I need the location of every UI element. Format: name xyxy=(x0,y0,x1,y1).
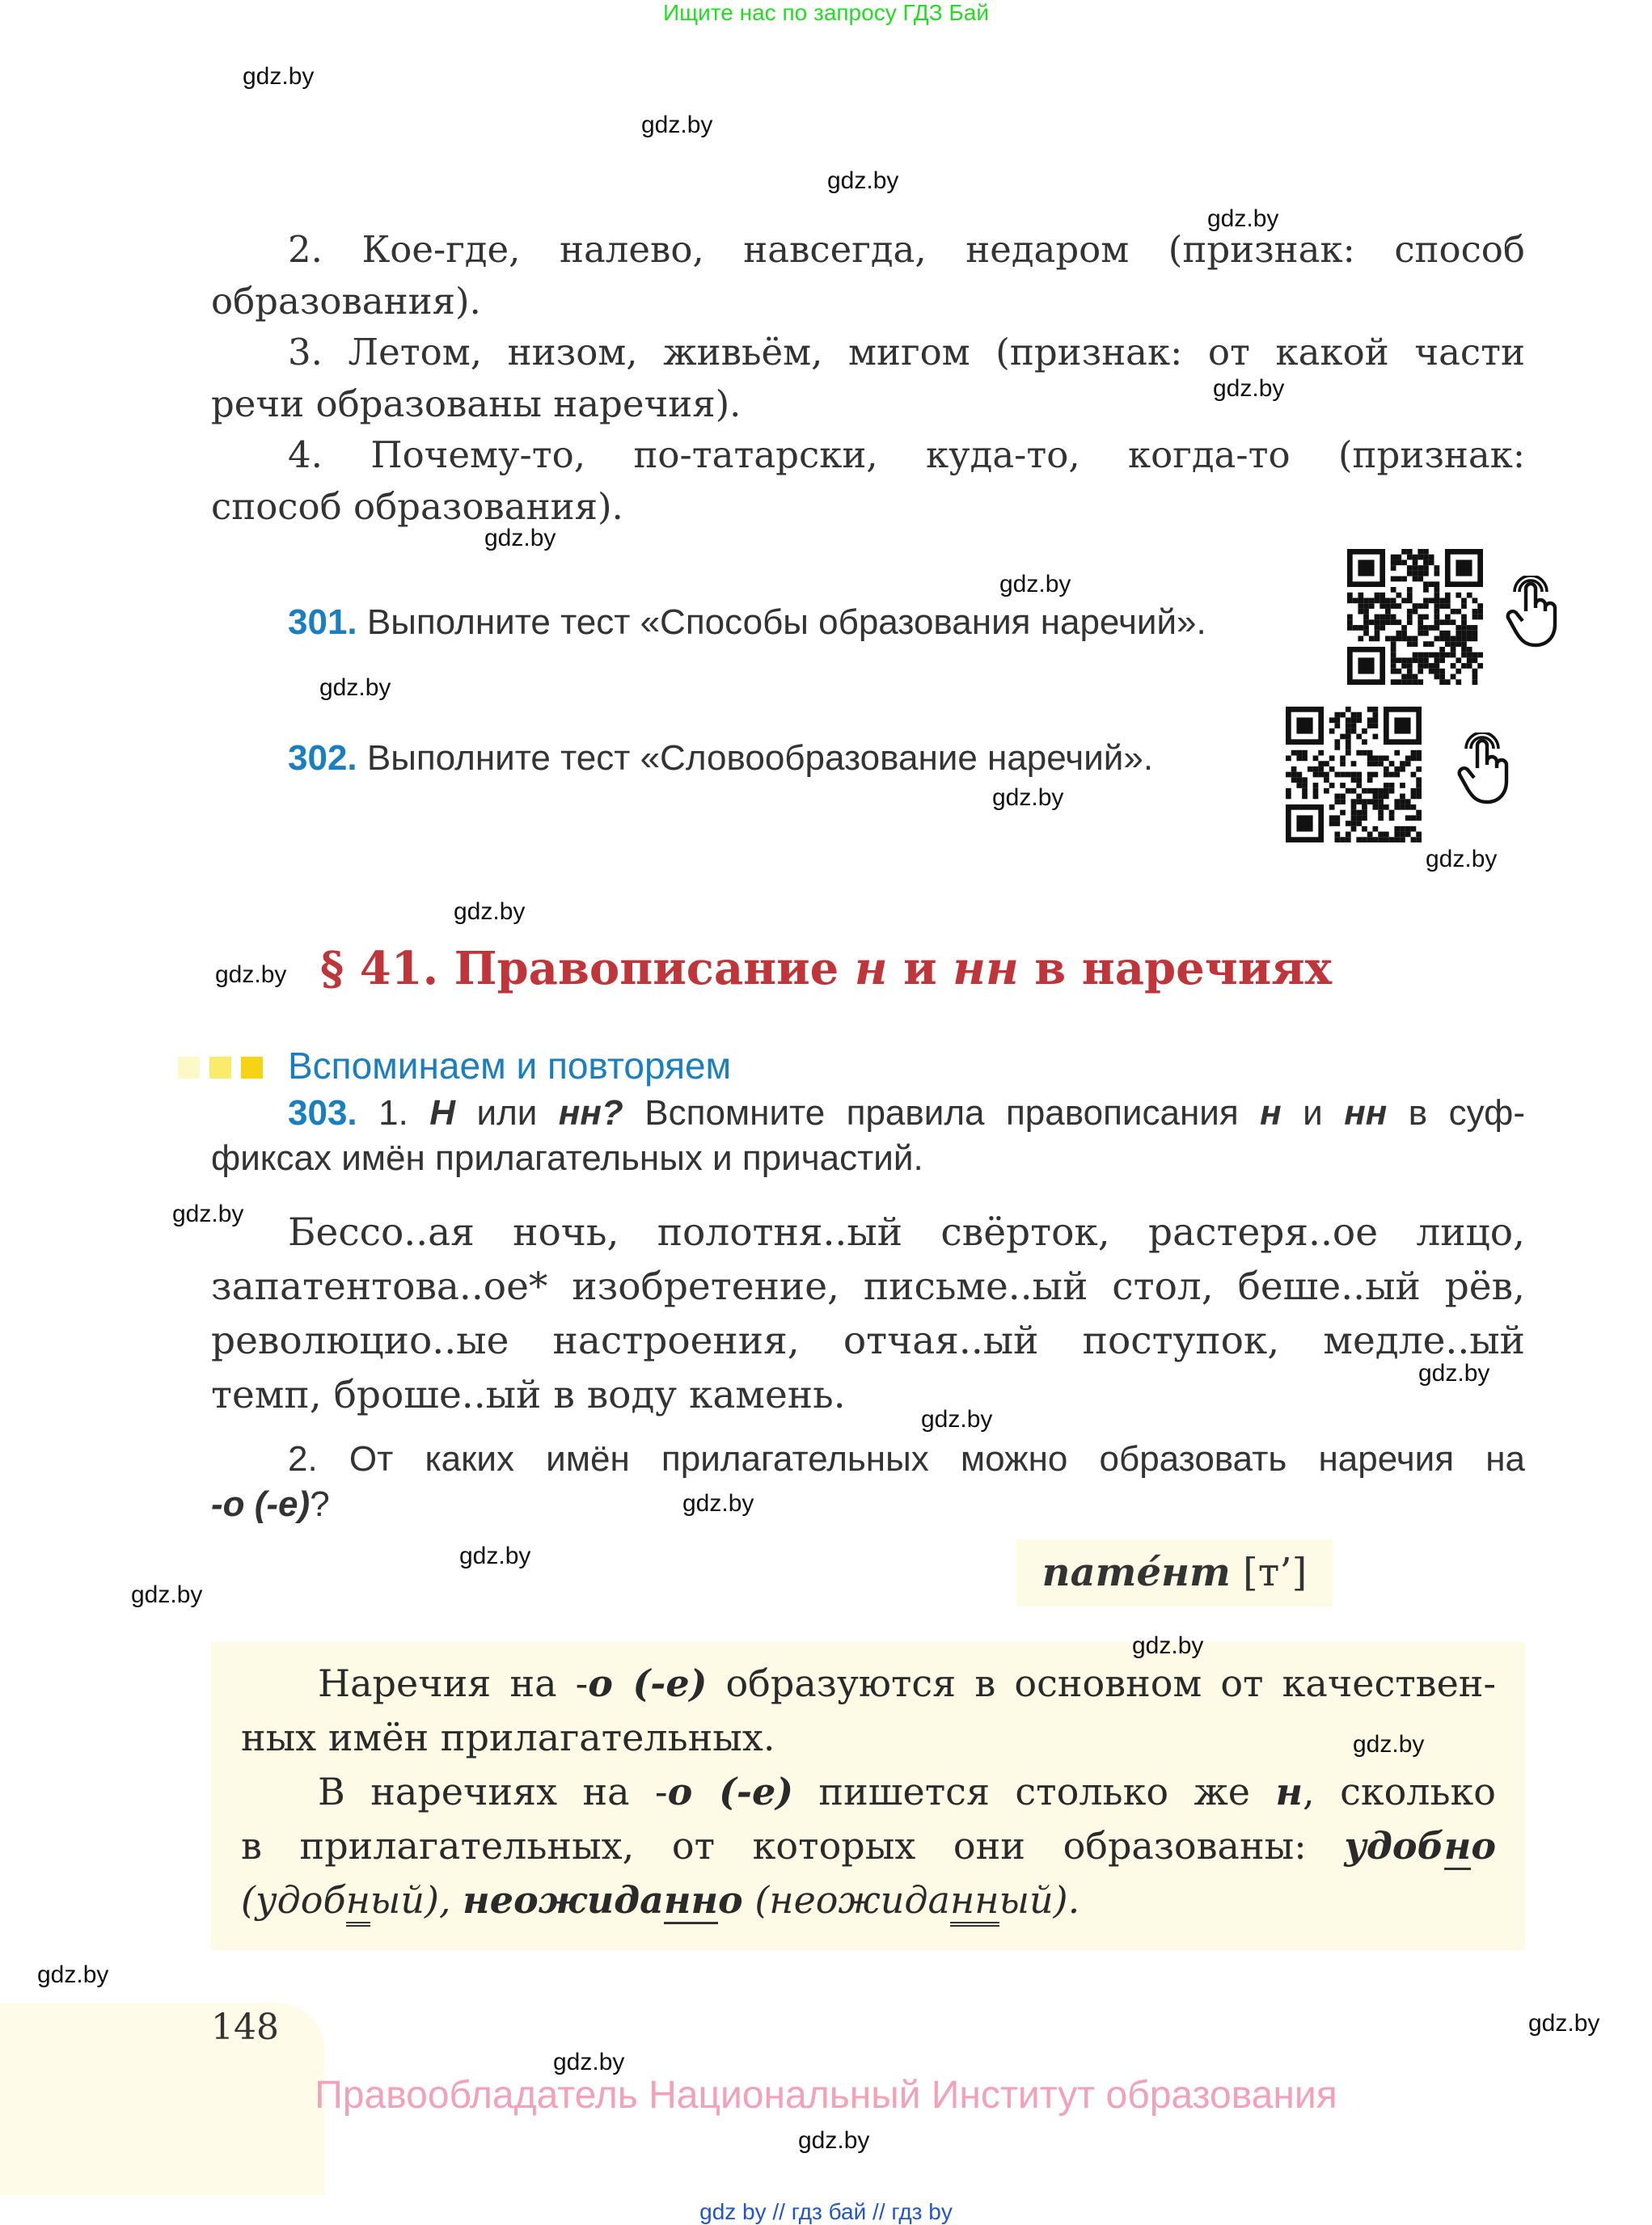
bottom-links[interactable]: gdz by // гдз бай // гдз by xyxy=(699,2199,953,2224)
exercise-text: Выполните тест «Способы образования наречий». xyxy=(366,602,1206,642)
watermark: gdz.by xyxy=(1213,375,1285,402)
watermark: gdz.by xyxy=(553,2049,625,2075)
text-line xyxy=(241,1819,1496,1873)
text-line: 3. Летом, низом, живьём, мигом (признак: от какой части xyxy=(288,331,1525,374)
text-line: фиксах имён прилагательных и причастий. xyxy=(211,1138,923,1178)
heading-text: н xyxy=(854,942,888,995)
footnote-sound: [т’] xyxy=(1243,1550,1308,1595)
watermark: gdz.by xyxy=(682,1490,754,1517)
text: нн xyxy=(664,1878,718,1924)
section-heading xyxy=(0,942,1652,995)
watermark: gdz.by xyxy=(1353,1731,1425,1758)
heading-text: и xyxy=(887,942,953,995)
text: Вспомните правила правописания xyxy=(623,1093,1261,1133)
footnote-word-box xyxy=(1016,1539,1333,1606)
exercise-text: Выполните тест «Словообразование наречий». xyxy=(366,738,1154,778)
exercise-number: 303. xyxy=(288,1093,357,1133)
copyright-notice: Правообладатель Национальный Институт образования xyxy=(315,2074,1337,2117)
heading-text: § 41. Правописание xyxy=(319,942,855,995)
heading-text: нн xyxy=(953,942,1019,995)
text: неожида xyxy=(463,1878,664,1922)
text-line: революцио..ые настроения, отчая..ый поступок, медле..ый xyxy=(211,1319,1525,1363)
watermark: gdz.by xyxy=(1426,846,1498,872)
touch-hand-icon[interactable] xyxy=(1451,733,1516,805)
text-line: 2. Кое-где, налево, навсегда, недаром (признак: способ xyxy=(288,228,1525,271)
text: нн xyxy=(1344,1093,1388,1133)
text-line xyxy=(241,1657,1496,1711)
text-line: 4. Почему-то, по-татарски, куда-то, когда-то (признак: xyxy=(288,433,1525,476)
exercise-301 xyxy=(288,602,1206,643)
watermark: gdz.by xyxy=(999,571,1071,597)
text: н xyxy=(1444,1824,1472,1870)
text-line: ных имён прилагательных. xyxy=(241,1716,775,1759)
rule-box xyxy=(211,1642,1525,1950)
exercise-303 xyxy=(211,1091,1525,1181)
text: Наречия на - xyxy=(318,1661,589,1705)
exercise-number: 302. xyxy=(288,738,357,778)
text: ? xyxy=(310,1484,330,1524)
watermark: gdz.by xyxy=(484,525,556,551)
qr-code-icon[interactable] xyxy=(1347,549,1483,685)
watermark: gdz.by xyxy=(37,1961,109,1988)
text: и xyxy=(1281,1093,1345,1133)
text: о xyxy=(718,1878,743,1922)
text: (удоб xyxy=(241,1878,346,1922)
text: нн xyxy=(950,1878,999,1927)
heading-text: в наречиях xyxy=(1018,942,1333,995)
text-line xyxy=(211,1091,1525,1136)
answers-text xyxy=(211,224,1525,532)
watermark: gdz.by xyxy=(1528,2010,1600,2037)
text: в суф- xyxy=(1387,1093,1525,1133)
text: (неожида xyxy=(742,1878,950,1922)
watermark: gdz.by xyxy=(131,1581,203,1608)
decor-square xyxy=(178,1057,200,1079)
text-line xyxy=(241,1873,1496,1927)
text: н xyxy=(1260,1093,1282,1133)
text-line: темп, броше..ый в воду камень. xyxy=(211,1373,846,1417)
watermark: gdz.by xyxy=(1418,1360,1490,1387)
touch-hand-icon[interactable] xyxy=(1500,576,1565,648)
watermark: gdz.by xyxy=(1207,205,1279,232)
text: нн? xyxy=(558,1093,623,1133)
watermark: gdz.by xyxy=(172,1201,244,1227)
watermark: gdz.by xyxy=(319,674,391,701)
watermark: gdz.by xyxy=(215,961,287,988)
text-line: речи образованы наречия). xyxy=(211,382,741,425)
subheading: Вспоминаем и повторяем xyxy=(288,1045,732,1087)
exercise-303-task xyxy=(211,1205,1525,1422)
text: ый). xyxy=(999,1878,1080,1922)
page-number: 148 xyxy=(211,2007,279,2048)
footnote-word: пате́нт xyxy=(1041,1550,1231,1595)
qr-code-icon[interactable] xyxy=(1286,707,1422,842)
watermark: gdz.by xyxy=(921,1406,993,1433)
text-line xyxy=(211,1482,1525,1527)
watermark: gdz.by xyxy=(827,167,899,194)
text: , сколько xyxy=(1303,1770,1496,1813)
exercise-number: 301. xyxy=(288,602,357,642)
text-line: способ образования). xyxy=(211,484,623,528)
text: 1. xyxy=(357,1093,430,1133)
exercise-302 xyxy=(288,738,1153,779)
text-line xyxy=(241,1765,1496,1819)
watermark: gdz.by xyxy=(798,2127,870,2154)
watermark: gdz.by xyxy=(1132,1632,1204,1659)
watermark: gdz.by xyxy=(992,784,1064,811)
text: в прилагательных, от которых они образованы: xyxy=(241,1824,1345,1868)
text: образуются в основном от качествен- xyxy=(707,1661,1496,1705)
text: н xyxy=(346,1878,370,1927)
text: В наречиях на - xyxy=(318,1770,668,1813)
decor-square xyxy=(209,1057,231,1079)
decor-square xyxy=(241,1057,263,1079)
text-line: Бессо..ая ночь, полотня..ый свёрток, растеря..ое лицо, xyxy=(288,1210,1525,1255)
text: Н xyxy=(429,1093,456,1133)
search-hint: Ищите нас по запросу ГДЗ Бай xyxy=(662,0,990,25)
text: н xyxy=(1275,1770,1303,1813)
text: пишется столько же xyxy=(792,1770,1276,1813)
exercise-303-question-2 xyxy=(211,1437,1525,1527)
text: ый), xyxy=(370,1878,463,1922)
text-line: образования). xyxy=(211,279,481,323)
text: -о (-е) xyxy=(211,1484,311,1524)
watermark: gdz.by xyxy=(641,112,713,138)
text-line: 2. От каких имён прилагательных можно образовать наречия на xyxy=(288,1439,1525,1479)
text: о (-е) xyxy=(667,1770,793,1813)
text-line: запатентова..ое* изобретение, письме..ый стол, беше..ый рёв, xyxy=(211,1264,1525,1309)
text: или xyxy=(455,1093,559,1133)
watermark: gdz.by xyxy=(243,63,315,90)
text: о xyxy=(1471,1824,1496,1868)
text: удоб xyxy=(1344,1824,1444,1868)
watermark: gdz.by xyxy=(454,898,526,925)
watermark: gdz.by xyxy=(459,1543,531,1569)
text: о (-е) xyxy=(588,1661,708,1705)
